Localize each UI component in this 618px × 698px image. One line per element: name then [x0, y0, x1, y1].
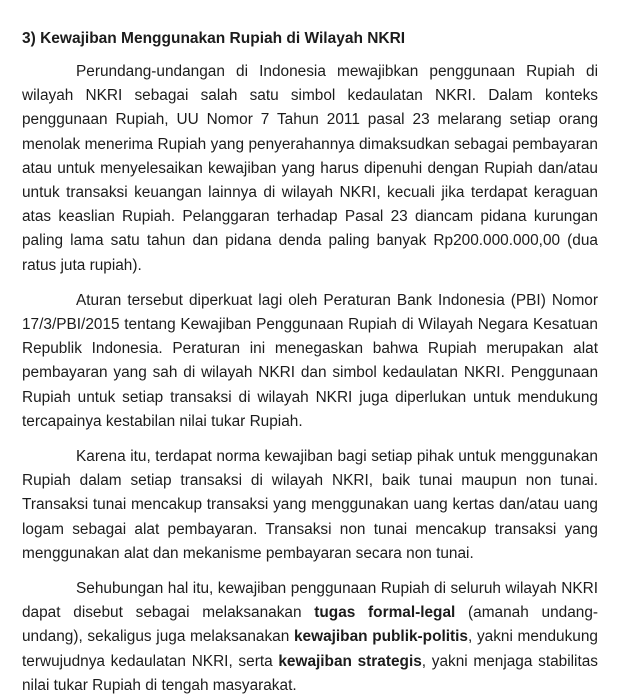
paragraph-4-text-4: , yakni menjaga stabilitas nilai tukar Rupiah di tengah masyarakat.	[22, 652, 598, 694]
paragraph-4-text-1: Sehubungan hal itu, kewajiban penggunaan Rupiah di seluruh wilayah NKRI dapat disebut sebagai melaksanakan	[22, 580, 598, 622]
section-heading: 3) Kewajiban Menggunakan Rupiah di Wilayah NKRI	[22, 30, 406, 47]
paragraph-4	[22, 577, 598, 698]
bold-term-strategis: kewajiban strategis	[278, 652, 422, 670]
paragraph-4-text-3: , yakni mendukung terwujudnya kedaulatan NKRI, serta	[22, 628, 598, 670]
bold-term-formal-legal: tugas formal-legal	[314, 604, 456, 622]
bold-term-publik-politis: kewajiban publik-politis	[293, 628, 468, 646]
paragraph-3: Karena itu, terdapat norma kewajiban bagi setiap pihak untuk menggunakan Rupiah dalam setiap transaksi di wilayah NKRI, baik tunai maupun non tunai. Transaksi tunai mencakup transaksi yang menggunakan uang kertas dan/atau uang logam sebagai alat pembayaran. Transaksi non tunai mencakup transaksi yang menggunakan alat dan mekanisme pembayaran secara non tunai.	[22, 448, 598, 562]
paragraph-4-text-2: (amanah undang-undang), sekaligus juga melaksanakan	[22, 604, 599, 646]
paragraph-1: Perundang-undangan di Indonesia mewajibkan penggunaan Rupiah di wilayah NKRI sebagai salah satu simbol kedaulatan NKRI. Dalam konteks penggunaan Rupiah, UU Nomor 7 Tahun 2011 pasal 23 melarang setiap orang menolak menerima Rupiah yang penyerahannya dimaksudkan sebagai pembayaran atau untuk menyelesaikan kewajiban yang harus dipenuhi dengan Rupiah dan/atau untuk transaksi keuangan lainnya di wilayah NKRI, kecuali jika terdapat keraguan atas keaslian Rupiah. Pelanggaran terhadap Pasal 23 diancam pidana kurungan paling lama satu tahun dan pidana denda paling banyak Rp200.000.000,00 (dua ratus juta rupiah).	[22, 63, 598, 274]
paragraph-2: Aturan tersebut diperkuat lagi oleh Peraturan Bank Indonesia (PBI) Nomor 17/3/PBI/2015 tentang Kewajiban Penggunaan Rupiah di Wilayah Negara Kesatuan Republik Indonesia. Peraturan ini menegaskan bahwa Rupiah merupakan alat pembayaran yang sah di wilayah NKRI dan simbol kedaulatan NKRI. Penggunaan Rupiah untuk setiap transaksi di wilayah NKRI juga diperlukan untuk mendukung tercapainya kestabilan nilai tukar Rupiah.	[22, 291, 598, 430]
